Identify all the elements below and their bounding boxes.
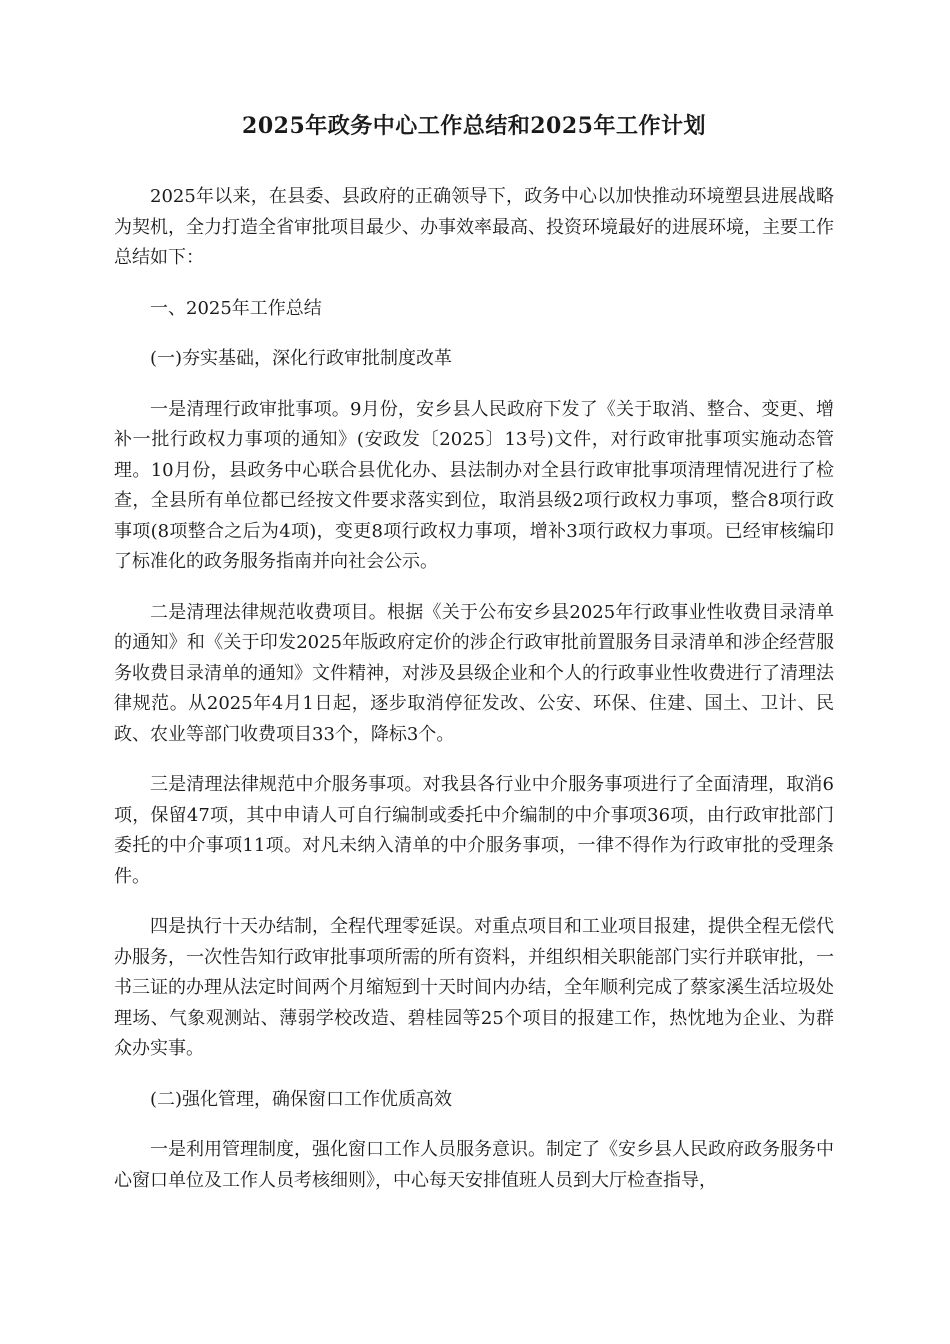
body-paragraph: 四是执行十天办结制，全程代理零延误。对重点项目和工业项目报建，提供全程无偿代办服务，一次性告知行政审批事项所需的所有资料，并组织相关职能部门实行并联审批，一书三证的办理从法定时间两个月缩短到十天时间内办结，全年顺利完成了蔡家溪生活垃圾处理场、气象观测站、薄弱学校改造、碧桂园等25个项目的报建工作，热忱地为企业、为群众办实事。 [114,916,834,1059]
intro-paragraph: 2025年以来，在县委、县政府的正确领导下，政务中心以加快推动环境塑县进展战略为契机，全力打造全省审批项目最少、办事效率最高、投资环境最好的进展环境，主要工作总结如下： [114,186,834,268]
document-page [114,110,834,1216]
body-paragraph: 三是清理法律规范中介服务事项。对我县各行业中介服务事项进行了全面清理，取消6项，保留47项，其中申请人可自行编制或委托中介编制的中介事项36项，由行政审批部门委托的中介事项11项。对凡未纳入清单的中介服务事项，一律不得作为行政审批的受理条件。 [114,774,834,887]
subsection-heading: (一)夯实基础，深化行政审批制度改革 [150,348,453,369]
section-heading: 一、2025年工作总结 [150,297,322,319]
body-paragraph: 一是清理行政审批事项。9月份，安乡县人民政府下发了《关于取消、整合、变更、增补一批行政权力事项的通知》(安政发〔2025〕13号)文件，对行政审批事项实施动态管理。10月份，县政务中心联合县优化办、县法制办对全县行政审批事项清理情况进行了检查，全县所有单位都已经按文件要求落实到位，取消县级2项行政权力事项，整合8项行政事项(8项整合之后为4项)，变更8项行政权力事项，增补3项行政权力事项。已经审核编印了标准化的政务服务指南并向社会公示。 [114,398,834,572]
body-paragraph: 二是清理法律规范收费项目。根据《关于公布安乡县2025年行政事业性收费目录清单的通知》和《关于印发2025年版政府定价的涉企行政审批前置服务目录清单和涉企经营服务收费目录清单的通知》文件精神，对涉及县级企业和个人的行政事业性收费进行了清理法律规范。从2025年4月1日起，逐步取消停征发改、公安、环保、住建、国土、卫计、民政、农业等部门收费项目33个，降标3个。 [114,601,834,745]
subsection-heading: (二)强化管理，确保窗口工作优质高效 [150,1088,453,1110]
body-paragraph: 一是利用管理制度，强化窗口工作人员服务意识。制定了《安乡县人民政府政务服务中心窗口单位及工作人员考核细则》，中心每天安排值班人员到大厅检查指导， [114,1139,834,1191]
document-title: 2025年政务中心工作总结和2025年工作计划 [242,113,706,139]
